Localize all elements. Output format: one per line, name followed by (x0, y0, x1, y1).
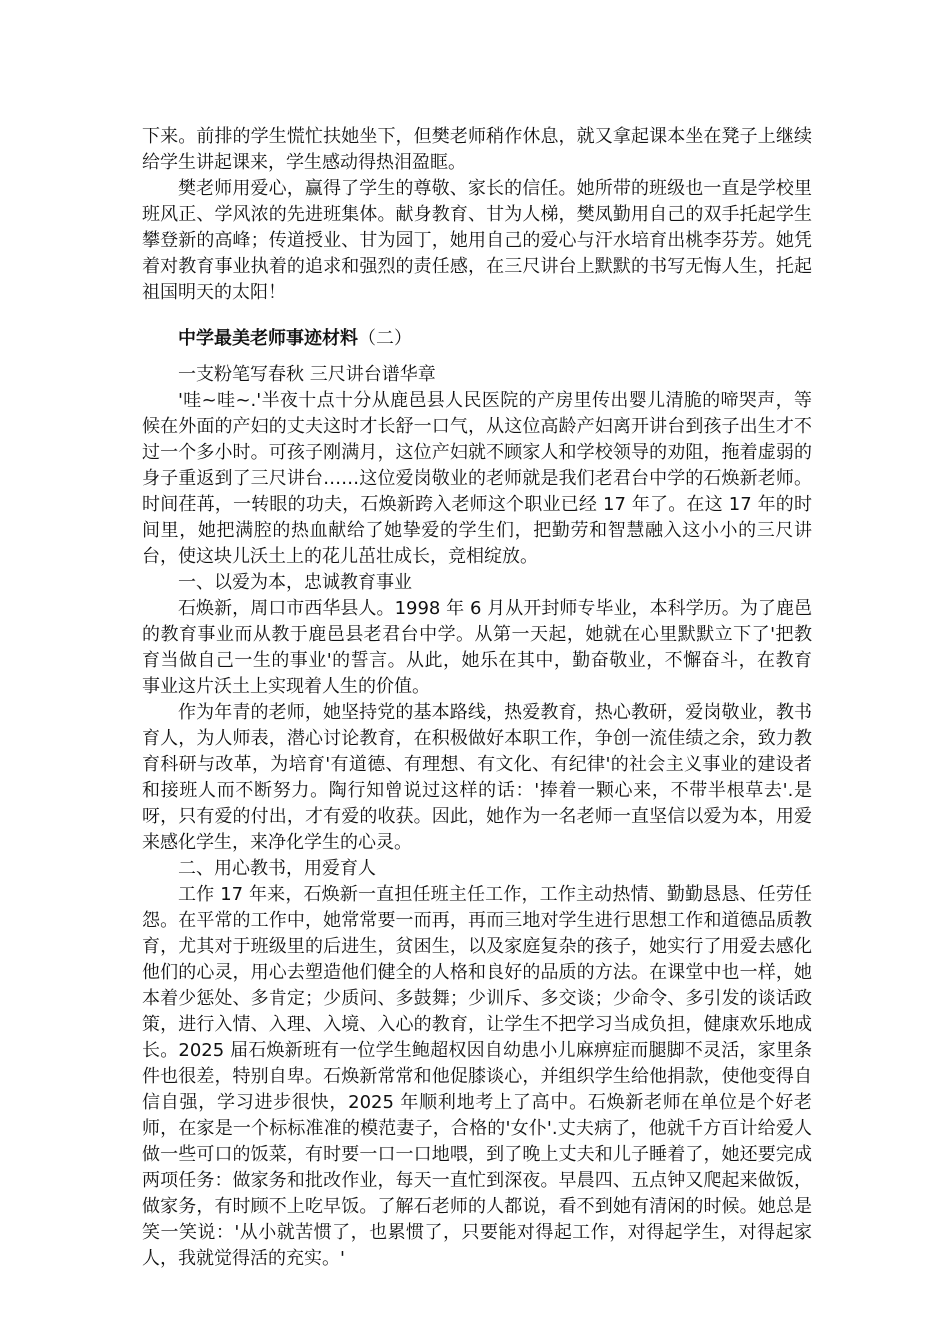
paragraph-intro: '哇~哇~.'半夜十点十分从鹿邑县人民医院的产房里传出婴儿清脆的啼哭声，等候在外面的产妇的丈夫这时才长舒一口气，从这位高龄产妇离开讲台到孩子出生才不过一个多小时。可孩子刚满月，这位产妇就不顾家人和学校领导的劝阻，拖着虚弱的身子重返到了三尺讲台……这位爱岗敬业的老师就是我们老君台中学的石焕新老师。时间荏苒，一转眼的功夫，石焕新跨入老师这个职业已经 17 年了。在这 17 年的时间里，她把满腔的热血献给了她挚爱的学生们，把勤劳和智慧融入这小小的三尺讲台，使这块儿沃土上的花儿茁壮成长，竞相绽放。 (142, 390, 812, 567)
section1-paragraph-2: 作为年青的老师，她坚持党的基本路线，热爱教育，热心教研，爱岗敬业，教书育人，为人师表，潜心讨论教育，在积极做好本职工作，争创一流佳绩之余，致力教育科研与改革，为培育'有道德、有理想、有文化、有纪律'的社会主义事业的建设者和接班人而不断努力。陶行知曾说过这样的话：'捧着一颗心来，不带半根草去'.是呀，只有爱的付出，才有爱的收获。因此，她作为一名老师一直坚信以爱为本，用爱来感化学生，来净化学生的心灵。 (142, 702, 812, 853)
paragraph-praise: 樊老师用爱心，赢得了学生的尊敬、家长的信任。她所带的班级也一直是学校里班风正、学风浓的先进班集体。献身教育、甘为人梯，樊凤勤用自己的双手托起学生攀登新的高峰；传道授业、甘为园丁，她用自己的爱心与汗水培育出桃李芬芳。她凭着对教育事业执着的追求和强烈的责任感，在三尺讲台上默默的书写无悔人生，托起祖国明天的太阳！ (142, 178, 812, 303)
paragraph-continued: 下来。前排的学生慌忙扶她坐下，但樊老师稍作休息，就又拿起课本坐在凳子上继续给学生讲起课来，学生感动得热泪盈眶。 (142, 126, 812, 173)
section1-paragraph-1: 石焕新，周口市西华县人。1998 年 6 月从开封师专毕业，本科学历。为了鹿邑的教育事业而从教于鹿邑县老君台中学。从第一天起，她就在心里默默立下了'把教育当做自己一生的事业'的誓言。从此，她乐在其中，勤奋敬业，不懈奋斗，在教育事业这片沃土上实现着人生的价值。 (142, 598, 812, 697)
section2-paragraph-1: 工作 17 年来，石焕新一直担任班主任工作，工作主动热情、勤勤恳恳、任劳任怨。在平常的工作中，她常常要一而再，再而三地对学生进行思想工作和道德品质教育，尤其对于班级里的后进生，贫困生，以及家庭复杂的孩子，她实行了用爱去感化他们的心灵，用心去塑造他们健全的人格和良好的品质的方法。在课堂中也一样，她本着少惩处、多肯定；少质问、多鼓舞；少训斥、多交谈；少命令、多引发的谈话政策，进行入情、入理、入境、入心的教育，让学生不把学习当成负担，健康欢乐地成长。2025 届石焕新班有一位学生鲍超权因自幼患小儿麻痹症而腿脚不灵活，家里条件也很差，特别自卑。石焕新常常和他促膝谈心，并组织学生给他捐款，使他变得自信自强，学习进步很快，2025 年顺利地考上了高中。石焕新老师在单位是个好老师，在家是一个标标准准的模范妻子，合格的'女仆'.丈夫病了，他就千方百计给爱人做一些可口的饭菜，有时要一口一口地喂，到了晚上丈夫和儿子睡着了，她还要完成两项任务：做家务和批改作业，每天一直忙到深夜。早晨四、五点钟又爬起来做饭，做家务，有时顾不上吃早饭。了解石老师的人都说，看不到她有清闲的时候。她总是笑一笑说：'从小就苦惯了，也累惯了，只要能对得起工作，对得起学生，对得起家人，我就觉得活的充实。' (142, 884, 812, 1269)
subtitle: 一支粉笔写春秋 三尺讲台谱华章 (178, 364, 436, 385)
section-heading (142, 326, 812, 352)
section2-title: 二、用心教书，用爱育人 (178, 858, 376, 879)
section1-title: 一、以爱为本，忠诚教育事业 (178, 572, 412, 593)
document-page (142, 124, 812, 1272)
heading-suffix: （二） (358, 328, 412, 349)
heading-title: 中学最美老师事迹材料 (178, 328, 358, 349)
